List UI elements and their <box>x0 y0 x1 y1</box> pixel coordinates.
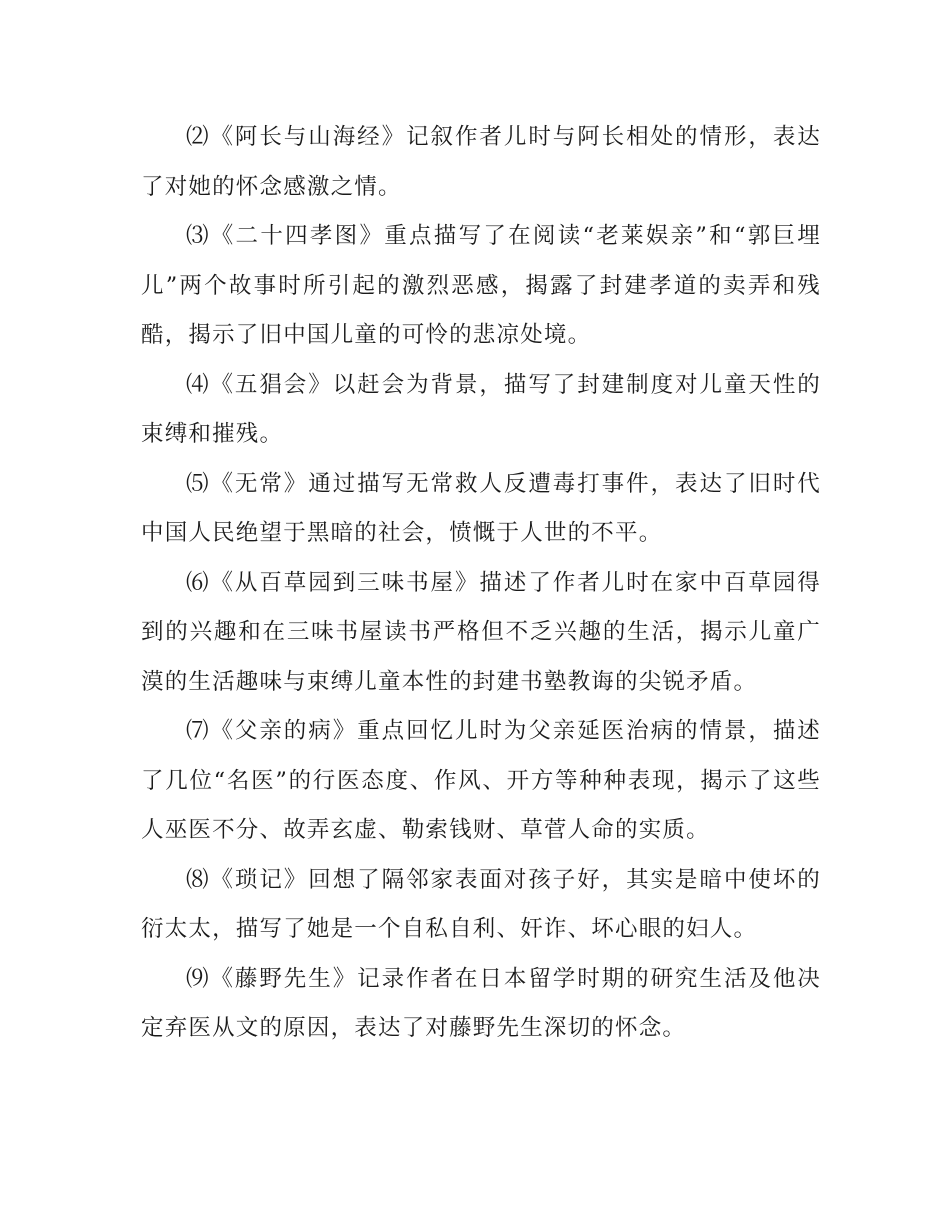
paragraph-6: ⑹《从百草园到三味书屋》描述了作者儿时在家中百草园得到的兴趣和在三味书屋读书严格但不乏兴趣的生活，揭示儿童广漠的生活趣味与束缚儿童本性的封建书塾教诲的尖锐矛盾。 <box>141 569 821 695</box>
paragraph-8: ⑻《琐记》回想了隔邻家表面对孩子好，其实是暗中使坏的衍太太，描写了她是一个自私自利、奸诈、坏心眼的妇人。 <box>141 866 821 942</box>
paragraph-7: ⑺《父亲的病》重点回忆儿时为父亲延医治病的情景，描述了几位“名医”的行医态度、作风、开方等种种表现，揭示了这些人巫医不分、故弄玄虚、勒索钱财、草菅人命的实质。 <box>141 718 821 843</box>
document-body <box>141 113 821 1054</box>
paragraph-9: ⑼《藤野先生》记录作者在日本留学时期的研究生活及他决定弃医从文的原因，表达了对藤野先生深切的怀念。 <box>141 965 821 1041</box>
paragraph-5: ⑸《无常》通过描写无常救人反遭毒打事件，表达了旧时代中国人民绝望于黑暗的社会，愤慨于人世的不平。 <box>141 470 821 546</box>
paragraph-4: ⑷《五猖会》以赶会为背景，描写了封建制度对儿童天性的束缚和摧残。 <box>141 371 821 447</box>
paragraph-3: ⑶《二十四孝图》重点描写了在阅读“老莱娱亲”和“郭巨埋儿”两个故事时所引起的激烈恶感，揭露了封建孝道的卖弄和残酷，揭示了旧中国儿童的可怜的悲凉处境。 <box>141 223 821 348</box>
paragraph-2: ⑵《阿长与山海经》记叙作者儿时与阿长相处的情形，表达了对她的怀念感激之情。 <box>141 124 821 200</box>
